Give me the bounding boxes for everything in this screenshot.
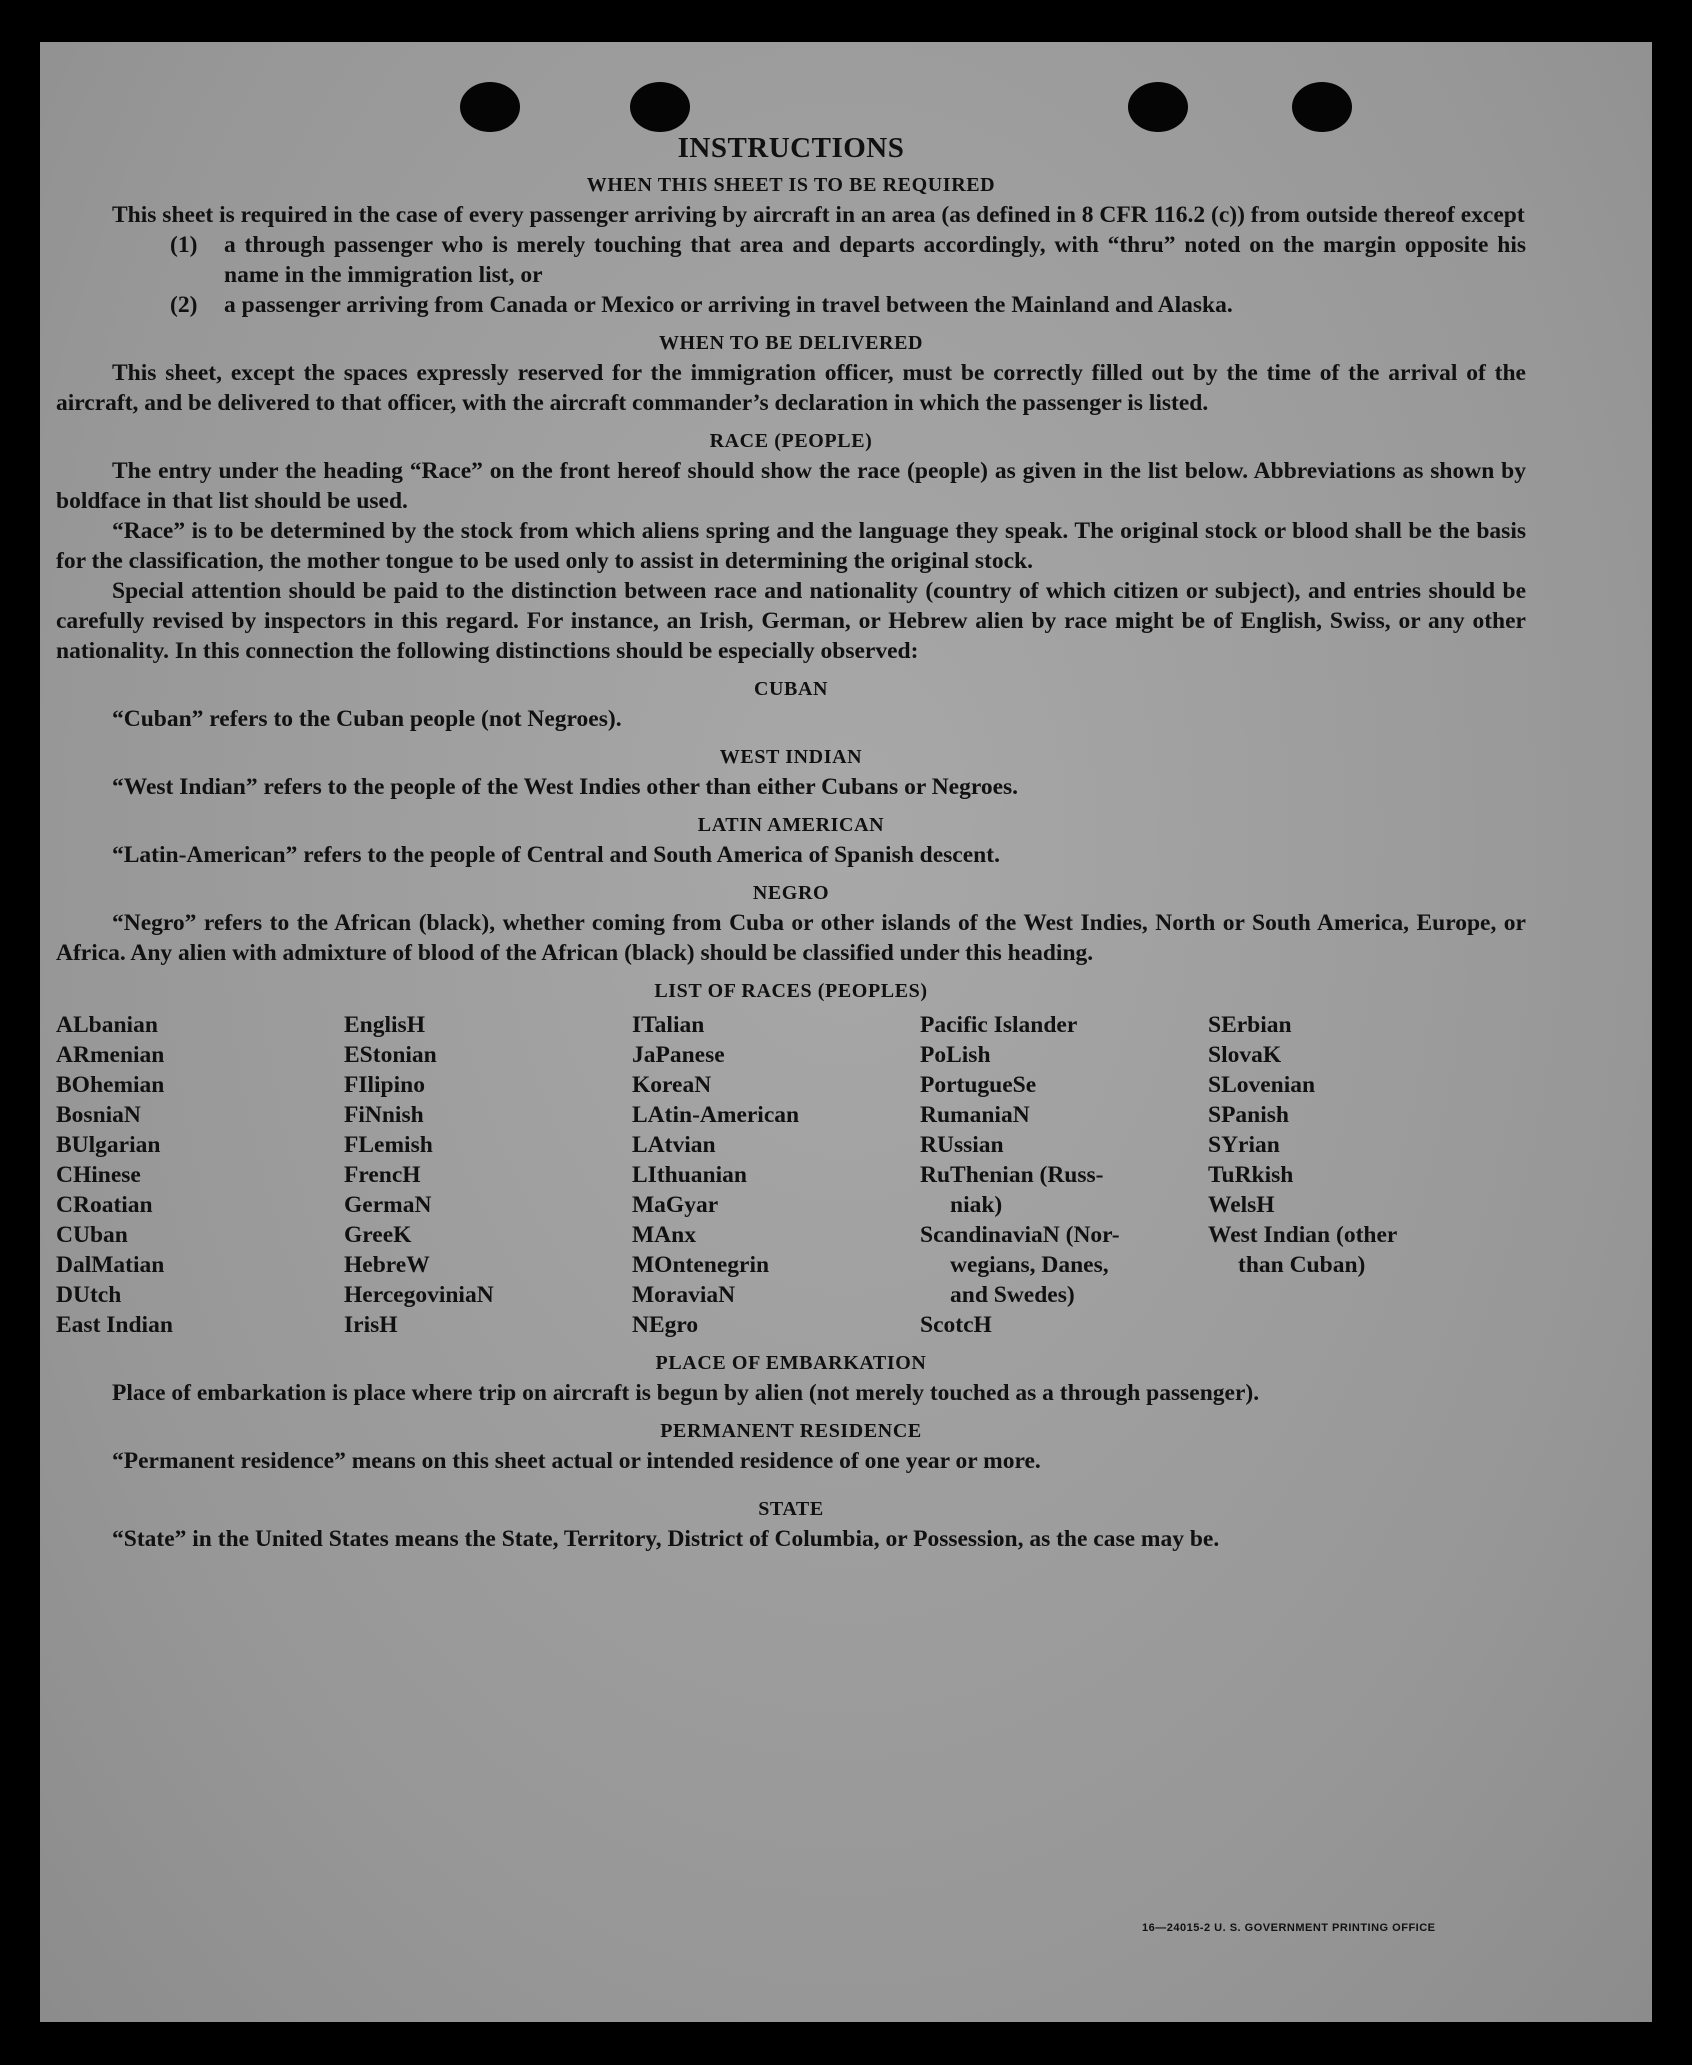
race-entry: PortugueSe bbox=[920, 1072, 1037, 1098]
heading-when-required: WHEN THIS SHEET IS TO BE REQUIRED bbox=[586, 174, 996, 196]
race-paragraph-2: “Race” is to be determined by the stock from which aliens spring and the language they speak. The original stock or blood shall be the basis for the classification, the mother tongue to be used only to assist in determining the original stock. bbox=[56, 518, 1526, 574]
races-column bbox=[1208, 1010, 1468, 1340]
race-entry: JaPanese bbox=[632, 1042, 725, 1068]
race-entry: MAnx bbox=[632, 1222, 696, 1248]
item-number: (1) bbox=[170, 232, 198, 258]
race-entry-continued: wegians, Danes, bbox=[950, 1252, 1109, 1278]
race-entry: DalMatian bbox=[56, 1252, 165, 1278]
race-entry: CRoatian bbox=[56, 1192, 153, 1218]
race-entry: IrisH bbox=[344, 1312, 398, 1338]
race-entry: LIthuanian bbox=[632, 1162, 747, 1188]
embarkation-text: Place of embarkation is place where trip on aircraft is begun by alien (not merely touched as a through passenger). bbox=[112, 1380, 1260, 1406]
race-entry: ARmenian bbox=[56, 1042, 165, 1068]
race-entry: MoraviaN bbox=[632, 1282, 736, 1308]
punch-hole bbox=[630, 82, 690, 132]
race-entry: RUssian bbox=[920, 1132, 1004, 1158]
printing-office-code: 16—24015-2 U. S. GOVERNMENT PRINTING OFFICE bbox=[1142, 1922, 1436, 1934]
race-entry: RuThenian (Russ- bbox=[920, 1162, 1104, 1188]
races-column bbox=[344, 1010, 632, 1340]
race-entry: EnglisH bbox=[344, 1012, 425, 1038]
race-entry: PoLish bbox=[920, 1042, 991, 1068]
heading-residence: PERMANENT RESIDENCE bbox=[660, 1420, 922, 1442]
race-entry: FIlipino bbox=[344, 1072, 425, 1098]
item-text: a passenger arriving from Canada or Mexico or arriving in travel between the Mainland and Alaska. bbox=[224, 292, 1233, 318]
races-column bbox=[632, 1010, 920, 1340]
race-entry: ITalian bbox=[632, 1012, 705, 1038]
race-entry: SErbian bbox=[1208, 1012, 1292, 1038]
race-entry: East Indian bbox=[56, 1312, 173, 1338]
list-item bbox=[56, 230, 1526, 290]
when-required-intro: This sheet is required in the case of every passenger arriving by aircraft in an area (as defined in 8 CFR 116.2 (c)) from outside thereof except bbox=[112, 202, 1525, 228]
races-list bbox=[56, 1010, 1526, 1340]
race-entry: TuRkish bbox=[1208, 1162, 1294, 1188]
heading-race: RACE (PEOPLE) bbox=[709, 430, 873, 452]
punch-hole bbox=[460, 82, 520, 132]
race-entry: BosniaN bbox=[56, 1102, 141, 1128]
state-text: “State” in the United States means the State, Territory, District of Columbia, or Possession, as the case may be. bbox=[112, 1526, 1220, 1552]
latin-american-text: “Latin-American” refers to the people of Central and South America of Spanish descent. bbox=[112, 842, 1000, 868]
race-entry: West Indian (other bbox=[1208, 1222, 1398, 1248]
race-entry-continued: and Swedes) bbox=[950, 1282, 1075, 1308]
race-entry: HercegoviniaN bbox=[344, 1282, 494, 1308]
race-entry: HebreW bbox=[344, 1252, 430, 1278]
race-entry: KoreaN bbox=[632, 1072, 712, 1098]
item-text: a through passenger who is merely touching that area and departs accordingly, with “thru” noted on the margin opposite his name in the immigration list, or bbox=[224, 232, 1526, 288]
race-entry: GermaN bbox=[344, 1192, 432, 1218]
race-entry: SlovaK bbox=[1208, 1042, 1282, 1068]
race-paragraph-1: The entry under the heading “Race” on the front hereof should show the race (people) as given in the list below. Abbreviations as shown by boldface in that list should be used. bbox=[56, 458, 1526, 514]
race-entry: CUban bbox=[56, 1222, 128, 1248]
race-entry: GreeK bbox=[344, 1222, 412, 1248]
heading-cuban: CUBAN bbox=[753, 678, 829, 700]
heading-west-indian: WEST INDIAN bbox=[719, 746, 863, 768]
races-column bbox=[56, 1010, 344, 1340]
heading-negro: NEGRO bbox=[752, 882, 830, 904]
race-entry: FLemish bbox=[344, 1132, 433, 1158]
race-entry: RumaniaN bbox=[920, 1102, 1030, 1128]
heading-state: STATE bbox=[758, 1498, 824, 1520]
race-entry: LAtin-American bbox=[632, 1102, 800, 1128]
race-entry: CHinese bbox=[56, 1162, 141, 1188]
page-title: INSTRUCTIONS bbox=[677, 132, 905, 164]
instructions-content bbox=[56, 128, 1526, 1554]
heading-list-of-races: LIST OF RACES (PEOPLES) bbox=[654, 980, 928, 1002]
race-entry-continued: niak) bbox=[950, 1192, 1003, 1218]
race-entry: NEgro bbox=[632, 1312, 699, 1338]
race-entry: EStonian bbox=[344, 1042, 437, 1068]
race-paragraph-3: Special attention should be paid to the distinction between race and nationality (country of which citizen or subject), and entries should be carefully revised by inspectors in this regard. For instance, an Irish, German, or Hebrew alien by race might be of English, Swiss, or any other nationality. In this connection the following distinctions should be especially observed: bbox=[56, 578, 1526, 664]
west-indian-text: “West Indian” refers to the people of the West Indies other than either Cubans or Negroes. bbox=[112, 774, 1019, 800]
race-entry: Pacific Islander bbox=[920, 1012, 1078, 1038]
residence-text: “Permanent residence” means on this sheet actual or intended residence of one year or more. bbox=[112, 1448, 1041, 1474]
race-entry: FiNnish bbox=[344, 1102, 424, 1128]
race-entry: SPanish bbox=[1208, 1102, 1289, 1128]
heading-when-delivered: WHEN TO BE DELIVERED bbox=[658, 332, 924, 354]
race-entry: WelsH bbox=[1208, 1192, 1275, 1218]
race-entry: MOntenegrin bbox=[632, 1252, 770, 1278]
race-entry: SLovenian bbox=[1208, 1072, 1316, 1098]
race-entry: MaGyar bbox=[632, 1192, 719, 1218]
race-entry: ScandinaviaN (Nor- bbox=[920, 1222, 1120, 1248]
race-entry: LAtvian bbox=[632, 1132, 716, 1158]
punch-hole bbox=[1128, 82, 1188, 132]
race-entry: BOhemian bbox=[56, 1072, 165, 1098]
race-entry: FrencH bbox=[344, 1162, 421, 1188]
race-entry: SYrian bbox=[1208, 1132, 1280, 1158]
heading-embarkation: PLACE OF EMBARKATION bbox=[655, 1352, 927, 1374]
heading-latin-american: LATIN AMERICAN bbox=[697, 814, 885, 836]
race-entry: ALbanian bbox=[56, 1012, 158, 1038]
item-number: (2) bbox=[170, 292, 198, 318]
when-delivered-text: This sheet, except the spaces expressly reserved for the immigration officer, must be correctly filled out by the time of the arrival of the aircraft, and be delivered to that officer, with the aircraft commander’s declaration in which the passenger is listed. bbox=[56, 360, 1526, 416]
punch-hole bbox=[1292, 82, 1352, 132]
negro-text: “Negro” refers to the African (black), whether coming from Cuba or other islands of the West Indies, North or South America, Europe, or Africa. Any alien with admixture of blood of the African (black) should be classified under this heading. bbox=[56, 910, 1526, 966]
race-entry: DUtch bbox=[56, 1282, 122, 1308]
race-entry-continued: than Cuban) bbox=[1238, 1252, 1366, 1278]
races-column bbox=[920, 1010, 1208, 1340]
list-item bbox=[56, 290, 1526, 320]
race-entry: BUlgarian bbox=[56, 1132, 161, 1158]
cuban-text: “Cuban” refers to the Cuban people (not Negroes). bbox=[112, 706, 622, 732]
race-entry: ScotcH bbox=[920, 1312, 992, 1338]
